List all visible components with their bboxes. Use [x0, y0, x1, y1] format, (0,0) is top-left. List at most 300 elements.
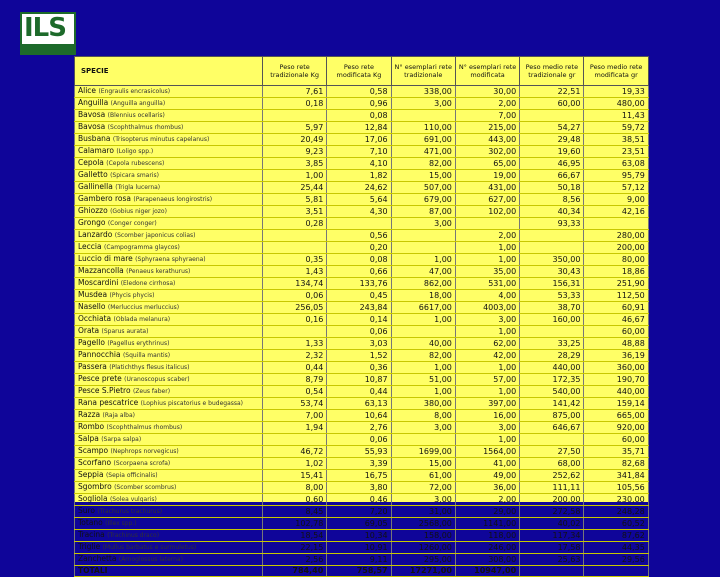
- value-cell: 252,62: [520, 470, 584, 482]
- scientific-name: (Platichthys flesus italicus): [109, 364, 190, 371]
- table-row: [75, 290, 649, 302]
- value-cell: [520, 566, 584, 577]
- value-cell: 66,67: [520, 170, 584, 182]
- table-row: [75, 302, 649, 314]
- value-cell: 0,08: [327, 254, 391, 266]
- value-cell: 30,43: [520, 266, 584, 278]
- value-cell: 46,95: [520, 158, 584, 170]
- value-cell: 110,00: [391, 122, 455, 134]
- value-cell: 53,74: [263, 398, 327, 410]
- scientific-name: (Merluccius merluccius): [107, 304, 180, 311]
- scientific-name: (Lophius piscatorius e budegassa): [140, 400, 244, 407]
- value-cell: 4003,00: [455, 302, 519, 314]
- table-row: [75, 206, 649, 218]
- value-cell: 54,27: [520, 122, 584, 134]
- value-cell: 8,56: [520, 194, 584, 206]
- value-cell: 471,00: [391, 146, 455, 158]
- species-name: Gambero rosa: [78, 194, 131, 203]
- value-cell: 1,82: [327, 170, 391, 182]
- species-cell: [75, 194, 263, 206]
- scientific-name: (Trisopterus minutus capelanus): [112, 136, 210, 143]
- value-cell: 53,33: [520, 290, 584, 302]
- value-cell: 2,56: [263, 554, 327, 566]
- species-cell: [75, 410, 263, 422]
- species-name: Pesce S.Pietro: [78, 386, 131, 395]
- species-cell: [75, 350, 263, 362]
- table-row: [75, 470, 649, 482]
- value-cell: 27,50: [520, 446, 584, 458]
- value-cell: 60,52: [584, 518, 648, 530]
- value-cell: 2,32: [263, 350, 327, 362]
- species-name: Musdea: [78, 290, 108, 299]
- table-row: [75, 266, 649, 278]
- value-cell: 4,30: [327, 206, 391, 218]
- header-species: SPECIE: [75, 57, 263, 86]
- value-cell: 82,00: [391, 158, 455, 170]
- value-cell: 397,00: [455, 398, 519, 410]
- value-cell: 57,12: [584, 182, 648, 194]
- value-cell: 248,28: [584, 506, 648, 518]
- value-cell: 47,00: [391, 266, 455, 278]
- value-cell: 1,43: [263, 266, 327, 278]
- species-cell: [75, 170, 263, 182]
- table-row: [75, 338, 649, 350]
- value-cell: 0,45: [327, 290, 391, 302]
- species-cell: [75, 230, 263, 242]
- header-weight-traditional: Peso rete tradizionale Kg: [263, 57, 327, 86]
- value-cell: 1564,00: [455, 446, 519, 458]
- species-name: Tracina: [78, 530, 105, 539]
- value-cell: 42,00: [455, 350, 519, 362]
- value-cell: 507,00: [391, 182, 455, 194]
- header-row: [75, 57, 649, 86]
- value-cell: 19,60: [520, 146, 584, 158]
- value-cell: 0,96: [327, 98, 391, 110]
- value-cell: 0,28: [263, 218, 327, 230]
- header-avg-traditional: Peso medio rete tradizionale gr: [520, 57, 584, 86]
- value-cell: 272,58: [520, 506, 584, 518]
- value-cell: 2,00: [455, 230, 519, 242]
- species-cell: [75, 470, 263, 482]
- species-cell: [75, 278, 263, 290]
- value-cell: 3,51: [263, 206, 327, 218]
- scientific-name: (Uranoscopus scaber): [124, 376, 190, 383]
- table-row: [75, 230, 649, 242]
- value-cell: 627,00: [455, 194, 519, 206]
- header-weight-modified: Peso rete modificata Kg: [327, 57, 391, 86]
- value-cell: 8,00: [263, 482, 327, 494]
- scientific-name: (Squilla mantis): [122, 352, 171, 359]
- species-cell: [75, 542, 263, 554]
- species-name: Sogliola: [78, 494, 108, 503]
- value-cell: 308,00: [455, 554, 519, 566]
- species-cell: [75, 134, 263, 146]
- value-cell: 18,86: [584, 266, 648, 278]
- value-cell: 350,00: [520, 254, 584, 266]
- scientific-name: (Oblada melanura): [113, 316, 171, 323]
- table-row: [75, 98, 649, 110]
- value-cell: 1,00: [455, 326, 519, 338]
- value-cell: 295,00: [391, 554, 455, 566]
- value-cell: 158,00: [391, 530, 455, 542]
- value-cell: 18,00: [391, 290, 455, 302]
- value-cell: 111,11: [520, 482, 584, 494]
- species-cell: [75, 458, 263, 470]
- value-cell: 251,90: [584, 278, 648, 290]
- value-cell: 3,00: [455, 314, 519, 326]
- species-name: Rombo: [78, 422, 105, 431]
- value-cell: 3,85: [263, 158, 327, 170]
- species-name: Rana pescatrice: [78, 398, 139, 407]
- scientific-name: (Zeus faber): [132, 388, 171, 395]
- scientific-name: (Pagellus erythrinus): [107, 340, 170, 347]
- value-cell: 35,71: [584, 446, 648, 458]
- value-cell: 4,00: [455, 290, 519, 302]
- value-cell: 2,00: [455, 494, 519, 506]
- table-row: [75, 542, 649, 554]
- value-cell: 360,00: [584, 362, 648, 374]
- table-row: [75, 86, 649, 98]
- value-cell: 6617,00: [391, 302, 455, 314]
- species-name: Nasello: [78, 302, 106, 311]
- species-cell: [75, 494, 263, 506]
- value-cell: 5,97: [263, 122, 327, 134]
- value-cell: 0,06: [327, 434, 391, 446]
- value-cell: 1,00: [391, 314, 455, 326]
- species-name: Anguilla: [78, 98, 109, 107]
- species-cell: [75, 146, 263, 158]
- value-cell: 156,31: [520, 278, 584, 290]
- value-cell: 1699,00: [391, 446, 455, 458]
- species-cell: [75, 182, 263, 194]
- value-cell: 920,00: [584, 422, 648, 434]
- value-cell: 1,00: [391, 254, 455, 266]
- value-cell: 3,00: [391, 422, 455, 434]
- value-cell: 102,00: [455, 206, 519, 218]
- value-cell: 29,48: [520, 134, 584, 146]
- value-cell: 63,08: [584, 158, 648, 170]
- value-cell: 10947,00: [455, 566, 519, 577]
- scientific-name: (Campogramma glaycos): [103, 244, 180, 251]
- value-cell: 36,00: [455, 482, 519, 494]
- value-cell: 338,00: [391, 86, 455, 98]
- species-cell: [75, 314, 263, 326]
- table-row: [75, 122, 649, 134]
- species-name: Bavosa: [78, 122, 106, 131]
- value-cell: 16,75: [327, 470, 391, 482]
- scientific-name: (Scomber japonicus colias): [114, 232, 196, 239]
- species-cell: [75, 506, 263, 518]
- species-name: Luccio di mare: [78, 254, 133, 263]
- species-name: Orata: [78, 326, 100, 335]
- value-cell: [263, 110, 327, 122]
- value-cell: 7,00: [263, 410, 327, 422]
- species-name: Leccia: [78, 242, 102, 251]
- scientific-name: (Illex spp.): [105, 520, 137, 527]
- value-cell: 46,72: [263, 446, 327, 458]
- value-cell: 3,00: [391, 494, 455, 506]
- species-cell: [75, 338, 263, 350]
- scientific-name: (Cepola rubescens): [106, 160, 165, 167]
- species-cell: [75, 422, 263, 434]
- table-row: [75, 110, 649, 122]
- totals-row: [75, 566, 649, 577]
- value-cell: 31,00: [391, 506, 455, 518]
- value-cell: [584, 218, 648, 230]
- species-cell: [75, 254, 263, 266]
- species-cell: [75, 110, 263, 122]
- table-row: [75, 482, 649, 494]
- value-cell: 1260,00: [391, 542, 455, 554]
- species-name: Triglie: [78, 542, 101, 551]
- table-row: [75, 134, 649, 146]
- header-avg-modified: Peso medio rete modificata gr: [584, 57, 648, 86]
- value-cell: 10,87: [327, 374, 391, 386]
- value-cell: 61,00: [391, 470, 455, 482]
- value-cell: 256,05: [263, 302, 327, 314]
- value-cell: 200,00: [520, 494, 584, 506]
- scientific-name: (Conger conger): [107, 220, 157, 227]
- value-cell: 0,36: [327, 362, 391, 374]
- species-name: Scorfano: [78, 458, 112, 467]
- value-cell: 28,29: [520, 350, 584, 362]
- value-cell: [263, 230, 327, 242]
- value-cell: 134,74: [263, 278, 327, 290]
- value-cell: 95,79: [584, 170, 648, 182]
- value-cell: 69,05: [327, 518, 391, 530]
- value-cell: 0,06: [263, 290, 327, 302]
- value-cell: 0,56: [327, 230, 391, 242]
- scientific-name: (Solea vulgaris): [109, 496, 157, 503]
- value-cell: 40,02: [520, 518, 584, 530]
- value-cell: 33,25: [520, 338, 584, 350]
- value-cell: 19,33: [584, 86, 648, 98]
- value-cell: 17,58: [520, 542, 584, 554]
- value-cell: [455, 218, 519, 230]
- value-cell: 38,70: [520, 302, 584, 314]
- species-cell: [75, 290, 263, 302]
- value-cell: [327, 218, 391, 230]
- value-cell: 19,00: [455, 170, 519, 182]
- species-cell: [75, 386, 263, 398]
- value-cell: 65,00: [455, 158, 519, 170]
- species-name: Ghiozzo: [78, 206, 108, 215]
- species-cell: [75, 206, 263, 218]
- value-cell: 20,49: [263, 134, 327, 146]
- value-cell: 172,35: [520, 374, 584, 386]
- value-cell: 1,00: [455, 386, 519, 398]
- data-sheet: [74, 56, 648, 576]
- value-cell: [391, 434, 455, 446]
- header-count-traditional: N° esemplari rete tradizionale: [391, 57, 455, 86]
- species-cell: [75, 86, 263, 98]
- value-cell: 62,00: [455, 338, 519, 350]
- species-cell: [75, 218, 263, 230]
- value-cell: 480,00: [584, 98, 648, 110]
- value-cell: 3,00: [455, 422, 519, 434]
- species-name: Cepola: [78, 158, 104, 167]
- scientific-name: (Engraulis encrasicolus): [98, 88, 171, 95]
- value-cell: 230,00: [584, 494, 648, 506]
- species-cell: [75, 326, 263, 338]
- species-name: Razza: [78, 410, 101, 419]
- value-cell: 0,44: [263, 362, 327, 374]
- value-cell: 87,62: [584, 530, 648, 542]
- value-cell: 862,00: [391, 278, 455, 290]
- value-cell: 3,00: [391, 218, 455, 230]
- species-cell: [75, 122, 263, 134]
- value-cell: [391, 242, 455, 254]
- table-row: [75, 398, 649, 410]
- logo: [20, 12, 76, 56]
- value-cell: 7,00: [455, 110, 519, 122]
- species-name: Grongo: [78, 218, 106, 227]
- value-cell: 159,14: [584, 398, 648, 410]
- table-row: [75, 374, 649, 386]
- value-cell: 0,35: [263, 254, 327, 266]
- value-cell: 5,64: [327, 194, 391, 206]
- species-name: Suro: [78, 506, 96, 515]
- species-name: Pagello: [78, 338, 105, 347]
- value-cell: 784,40: [263, 566, 327, 577]
- value-cell: 51,00: [391, 374, 455, 386]
- scientific-name: (Scomber scombrus): [114, 484, 177, 491]
- value-cell: [520, 326, 584, 338]
- value-cell: 200,00: [584, 242, 648, 254]
- scientific-name: (Sarpa salpa): [101, 436, 142, 443]
- value-cell: 112,50: [584, 290, 648, 302]
- value-cell: 190,70: [584, 374, 648, 386]
- value-cell: 1,02: [263, 458, 327, 470]
- table-row: [75, 386, 649, 398]
- value-cell: 49,00: [455, 470, 519, 482]
- value-cell: 44,35: [584, 542, 648, 554]
- value-cell: 17271,00: [391, 566, 455, 577]
- species-name: Totano: [78, 518, 103, 527]
- table-row: [75, 326, 649, 338]
- value-cell: 16,00: [455, 410, 519, 422]
- species-name: Mazzancolla: [78, 266, 124, 275]
- value-cell: 29,00: [455, 506, 519, 518]
- table-row: [75, 182, 649, 194]
- value-cell: 11,43: [584, 110, 648, 122]
- species-cell: [75, 482, 263, 494]
- scientific-name: (Penaeus kerathurus): [126, 268, 191, 275]
- value-cell: 1,52: [327, 350, 391, 362]
- value-cell: 133,76: [327, 278, 391, 290]
- value-cell: 3,80: [327, 482, 391, 494]
- value-cell: [263, 326, 327, 338]
- species-name: Sgombro: [78, 482, 112, 491]
- value-cell: 48,88: [584, 338, 648, 350]
- species-name: Alice: [78, 86, 97, 95]
- value-cell: 93,33: [520, 218, 584, 230]
- value-cell: 8,45: [263, 506, 327, 518]
- scientific-name: (Parapenaeus longirostris): [133, 196, 213, 203]
- value-cell: 8,00: [391, 410, 455, 422]
- value-cell: [520, 110, 584, 122]
- table-row: [75, 518, 649, 530]
- species-name: Seppia: [78, 470, 104, 479]
- value-cell: 40,00: [391, 338, 455, 350]
- table-row: [75, 410, 649, 422]
- value-cell: 23,51: [584, 146, 648, 158]
- value-cell: 1,00: [455, 362, 519, 374]
- value-cell: 2,00: [455, 98, 519, 110]
- table-row: [75, 146, 649, 158]
- species-cell: [75, 374, 263, 386]
- header-count-modified: N° esemplari rete modificata: [455, 57, 519, 86]
- species-name: TOTALI: [78, 566, 108, 576]
- value-cell: 59,72: [584, 122, 648, 134]
- species-name: Pannocchia: [78, 350, 121, 359]
- value-cell: 38,51: [584, 134, 648, 146]
- scientific-name: (Anguilla anguilla): [110, 100, 166, 107]
- value-cell: 1,00: [455, 434, 519, 446]
- value-cell: 2568,00: [391, 518, 455, 530]
- species-name: Salpa: [78, 434, 99, 443]
- value-cell: 440,00: [584, 386, 648, 398]
- species-name: Pesce prete: [78, 374, 122, 383]
- value-cell: 0,18: [263, 98, 327, 110]
- value-cell: 3,00: [391, 98, 455, 110]
- species-name: Galletto: [78, 170, 108, 179]
- species-cell: [75, 242, 263, 254]
- value-cell: 50,18: [520, 182, 584, 194]
- value-cell: 10,34: [327, 530, 391, 542]
- value-cell: 1,00: [391, 386, 455, 398]
- species-cell: [75, 266, 263, 278]
- species-name: Calamaro: [78, 146, 114, 155]
- value-cell: [391, 110, 455, 122]
- value-cell: 679,00: [391, 194, 455, 206]
- table-row: [75, 458, 649, 470]
- species-name: Scampo: [78, 446, 109, 455]
- species-name: Bavosa: [78, 110, 106, 119]
- value-cell: 24,62: [327, 182, 391, 194]
- scientific-name: (Phycis phycis): [109, 292, 155, 299]
- value-cell: 665,00: [584, 410, 648, 422]
- value-cell: 15,00: [391, 170, 455, 182]
- table-row: [75, 422, 649, 434]
- value-cell: 443,00: [455, 134, 519, 146]
- value-cell: 30,00: [455, 86, 519, 98]
- value-cell: 9,00: [584, 194, 648, 206]
- value-cell: 531,00: [455, 278, 519, 290]
- scientific-name: (Gobius niger jozo): [110, 208, 167, 215]
- scientific-name: (Scorpaena scrofa): [113, 460, 171, 467]
- value-cell: 72,00: [391, 482, 455, 494]
- value-cell: 118,00: [455, 530, 519, 542]
- value-cell: 243,84: [327, 302, 391, 314]
- value-cell: 9,23: [263, 146, 327, 158]
- value-cell: 3,39: [327, 458, 391, 470]
- value-cell: 22,15: [263, 542, 327, 554]
- species-cell: [75, 362, 263, 374]
- value-cell: 540,00: [520, 386, 584, 398]
- scientific-name: (Raja alba): [102, 412, 135, 419]
- value-cell: 2,76: [327, 422, 391, 434]
- catch-table: [74, 56, 649, 577]
- value-cell: 1,00: [263, 170, 327, 182]
- value-cell: [520, 242, 584, 254]
- value-cell: 302,00: [455, 146, 519, 158]
- value-cell: 15,41: [263, 470, 327, 482]
- scientific-name: (Loligo spp.): [116, 148, 154, 155]
- value-cell: 10,64: [327, 410, 391, 422]
- value-cell: 7,61: [263, 86, 327, 98]
- value-cell: 10,91: [327, 542, 391, 554]
